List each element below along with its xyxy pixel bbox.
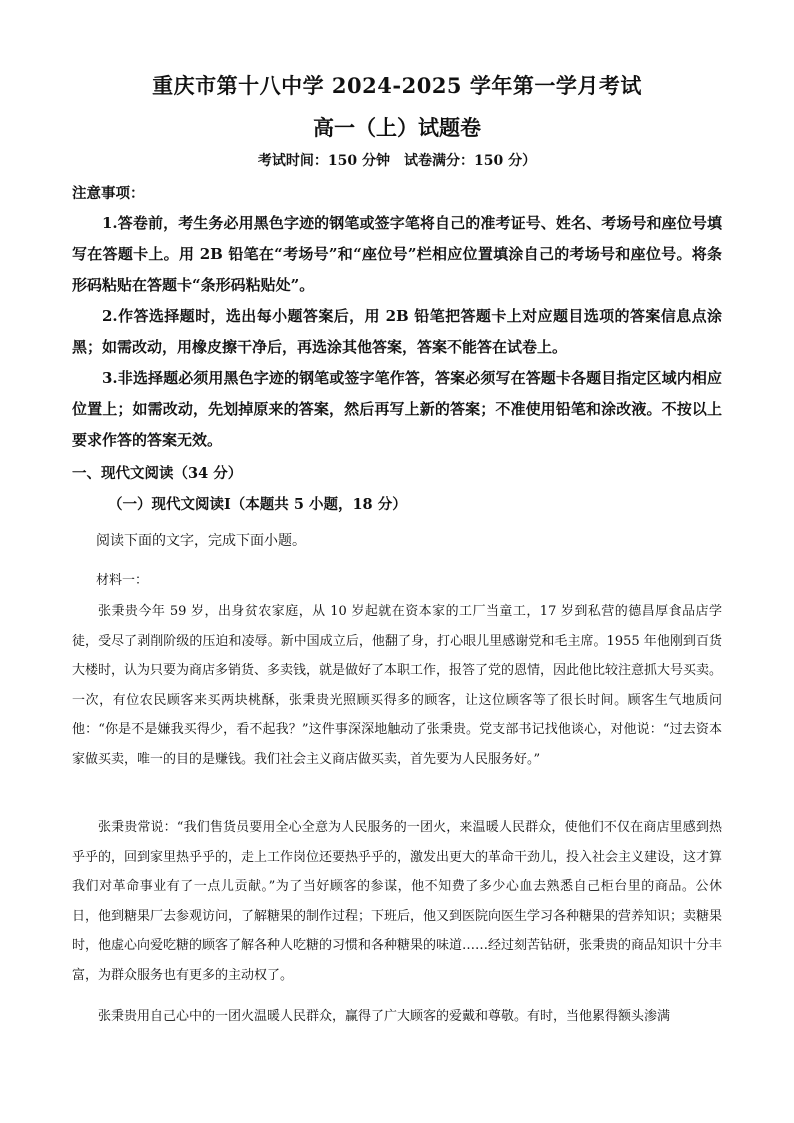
material-paragraph: 张秉贵用自己心中的一团火温暖人民群众，赢得了广大顾客的爱戴和尊敬。有时，当他累得额头渗满 (98, 1009, 671, 1024)
notice-rule-2: 2.作答选择题时，选出每小题答案后，用 2B 铅笔把答题卡上对应题目选项的答案信息点涂黑；如需改动，用橡皮擦干净后，再选涂其他答案，答案不能答在试卷上。 (72, 307, 722, 356)
subsection-title: （一）现代文阅读Ⅰ（本题共 5 小题，18 分） (108, 496, 407, 513)
exam-title: 重庆市第十八中学 2024-2025 学年第一学月考试 (152, 73, 642, 98)
notice-rule-3: 3.非选择题必须用黑色字迹的钢笔或签字笔作答，答案必须写在答题卡各题目指定区域内相应位置上；如需改动，先划掉原来的答案，然后再写上新的答案；不准使用铅笔和涂改液。不按以上要求作答的答案无效。 (72, 369, 722, 449)
notice-heading: 注意事项： (72, 185, 145, 202)
reading-instruction: 阅读下面的文字，完成下面小题。 (96, 533, 306, 549)
section-title: 一、现代文阅读（34 分） (72, 465, 243, 482)
material-label: 材料一： (96, 573, 149, 588)
exam-subtitle: 高一（上）试题卷 (313, 115, 481, 140)
notice-rule-1: 1.答卷前，考生务必用黑色字迹的钢笔或签字笔将自己的准考证号、姓名、考场号和座位号填写在答题卡上。用 2B 铅笔在“考场号”和“座位号”栏相应位置填涂自己的考场号和座位号。将条形码粘贴在答题卡“条形码粘贴处”。 (72, 214, 722, 294)
material-paragraph: 张秉贵今年 59 岁，出身贫农家庭，从 10 岁起就在资本家的工厂当童工，17 岁到私营的德昌厚食品店学徒，受尽了剥削阶级的压迫和凌辱。新中国成立后，他翻了身，打心眼儿里感谢党和毛主席。1955 年他刚到百货大楼时，认为只要为商店多销货、多卖钱，就是做好了本职工作，报答了党的恩情，因此他比较注意抓大号买卖。一次，有位农民顾客来买两块桃酥，张秉贵光照顾买得多的顾客，让这位顾客等了很长时间。顾客生气地质问他：“你是不是嫌我买得少，看不起我？”这件事深深地触动了张秉贵。党支部书记找他谈心，对他说：“过去资本家做买卖，唯一的目的是赚钱。我们社会主义商店做买卖，首先要为人民服务好。” (72, 604, 723, 767)
material-paragraph: 张秉贵常说：“我们售货员要用全心全意为人民服务的一团火，来温暖人民群众，使他们不仅在商店里感到热乎乎的，回到家里热乎乎的，走上工作岗位还要热乎乎的，激发出更大的革命干劲儿，投入社会主义建设，这才算我们对革命事业有了一点儿贡献。”为了当好顾客的参谋，他不知费了多少心血去熟悉自己柜台里的商品。公休日，他到糖果厂去参观访问，了解糖果的制作过程；下班后，他又到医院向医生学习各种糖果的营养知识；卖糖果时，他虚心向爱吃糖的顾客了解各种人吃糖的习惯和各种糖果的味道……经过刻苦钻研，张秉贵的商品知识十分丰富，为群众服务也有更多的主动权了。 (72, 820, 723, 983)
exam-time-info: 考试时间：150 分钟 试卷满分：150 分） (257, 153, 537, 169)
